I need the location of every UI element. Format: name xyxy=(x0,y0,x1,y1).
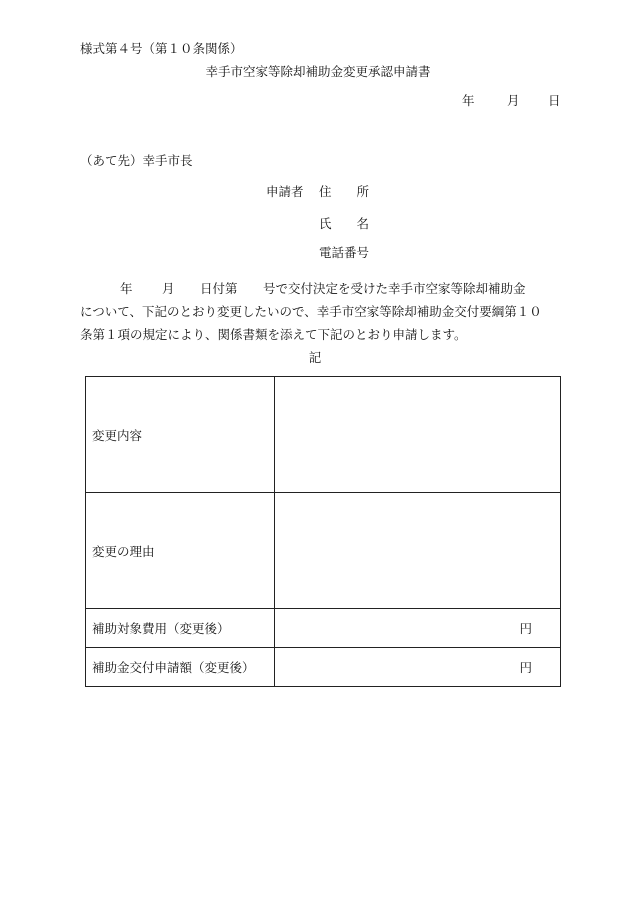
body-line-1-rest: 号で交付決定を受けた幸手市空家等除却補助金 xyxy=(263,281,526,296)
body-text xyxy=(80,277,560,346)
document-title: 幸手市空家等除却補助金変更承認申請書 xyxy=(205,64,431,79)
body-month: 月 xyxy=(162,281,175,296)
grant-amount-field[interactable]: 円 xyxy=(275,648,561,687)
body-year: 年 xyxy=(120,281,133,296)
body-line-3: 条第１項の規定により、関係書類を添えて下記のとおり申請します。 xyxy=(80,327,467,342)
table-row xyxy=(86,377,561,493)
change-content-field[interactable] xyxy=(275,377,561,493)
row-label-change-reason: 変更の理由 xyxy=(86,493,275,609)
table-row xyxy=(86,609,561,648)
form-number: 様式第４号（第１０条関係） xyxy=(80,41,243,56)
phone-label: 電話番号 xyxy=(319,245,370,260)
date-month: 月 xyxy=(507,93,520,108)
table-row xyxy=(86,648,561,687)
body-day-no: 日付第 xyxy=(200,281,238,296)
row-label-change-content: 変更内容 xyxy=(86,377,275,493)
eligible-cost-field[interactable]: 円 xyxy=(275,609,561,648)
date-day: 日 xyxy=(548,93,561,108)
ki-heading: 記 xyxy=(308,350,322,365)
row-label-eligible-cost: 補助対象費用（変更後） xyxy=(86,609,275,648)
form-table xyxy=(85,376,561,687)
date-year: 年 xyxy=(462,93,475,108)
date-line xyxy=(462,95,561,108)
name-label: 氏 名 xyxy=(319,216,370,231)
address-label: 住 所 xyxy=(319,184,370,199)
change-reason-field[interactable] xyxy=(275,493,561,609)
body-line-2: について、下記のとおり変更したいので、幸手市空家等除却補助金交付要綱第１０ xyxy=(80,304,542,319)
addressee: （あて先）幸手市長 xyxy=(80,153,193,168)
row-label-grant-amount: 補助金交付申請額（変更後） xyxy=(86,648,275,687)
applicant-label: 申請者 xyxy=(266,184,304,199)
table-row xyxy=(86,493,561,609)
body-line-1 xyxy=(80,277,560,300)
